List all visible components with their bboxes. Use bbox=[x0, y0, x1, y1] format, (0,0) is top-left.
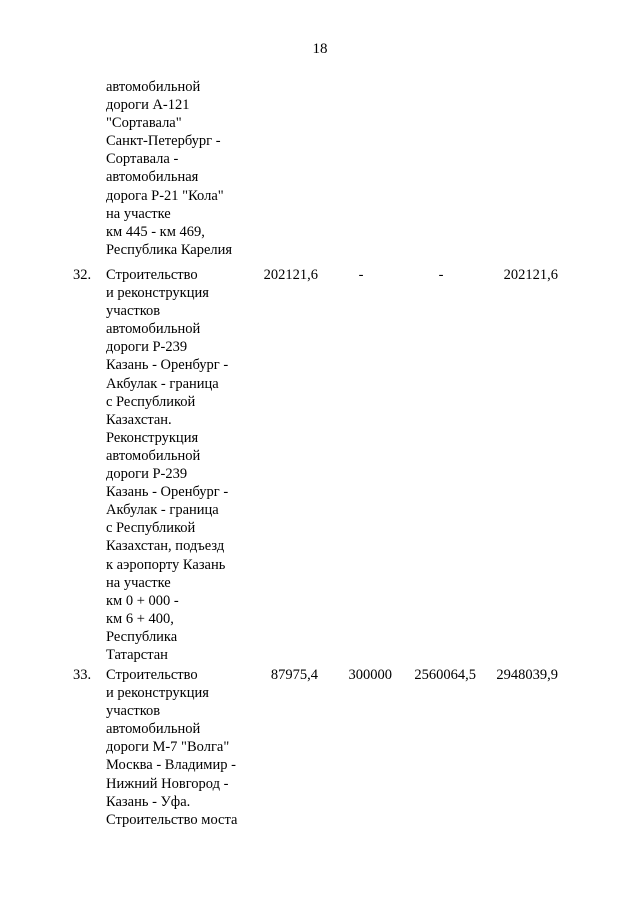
row-value-1: 87975,4 bbox=[270, 667, 318, 683]
row-value-total: 2948039,9 bbox=[496, 667, 558, 683]
continuation-description: автомобильной дороги А-121 "Сортавала" Санкт-Петербург - Сортавала - автомобильная дорога Р-21 "Кола" на участке км 445 - км 469, Республика Карелия bbox=[106, 79, 233, 258]
row-value-total: 202121,6 bbox=[503, 267, 558, 283]
row-value-1: 202121,6 bbox=[263, 267, 318, 283]
row-description: Строительство и реконструкция участков автомобильной дороги Р-239 Казань - Оренбург - Акбулак - граница с Республикой Казахстан. Реконструкция автомобильной дороги Р-239 Казань - Оренбург - Акбулак - граница с Республикой Казахстан, подъезд к аэропорту Казань на участке км 0 + 000 - км 6 + 400, Республика Татарстан bbox=[106, 267, 229, 663]
row-value-2: - bbox=[358, 267, 364, 283]
row-value-3: 2560064,5 bbox=[414, 667, 476, 683]
row-value-2: 300000 bbox=[348, 667, 392, 683]
page-number: 18 bbox=[312, 41, 328, 57]
row-number: 32. bbox=[73, 267, 92, 283]
row-value-3: - bbox=[438, 267, 444, 283]
row-number: 33. bbox=[73, 667, 92, 683]
row-description: Строительство и реконструкция участков автомобильной дороги М-7 "Волга" Москва - Владимир - Нижний Новгород - Казань - Уфа. Строительство моста bbox=[106, 667, 238, 828]
